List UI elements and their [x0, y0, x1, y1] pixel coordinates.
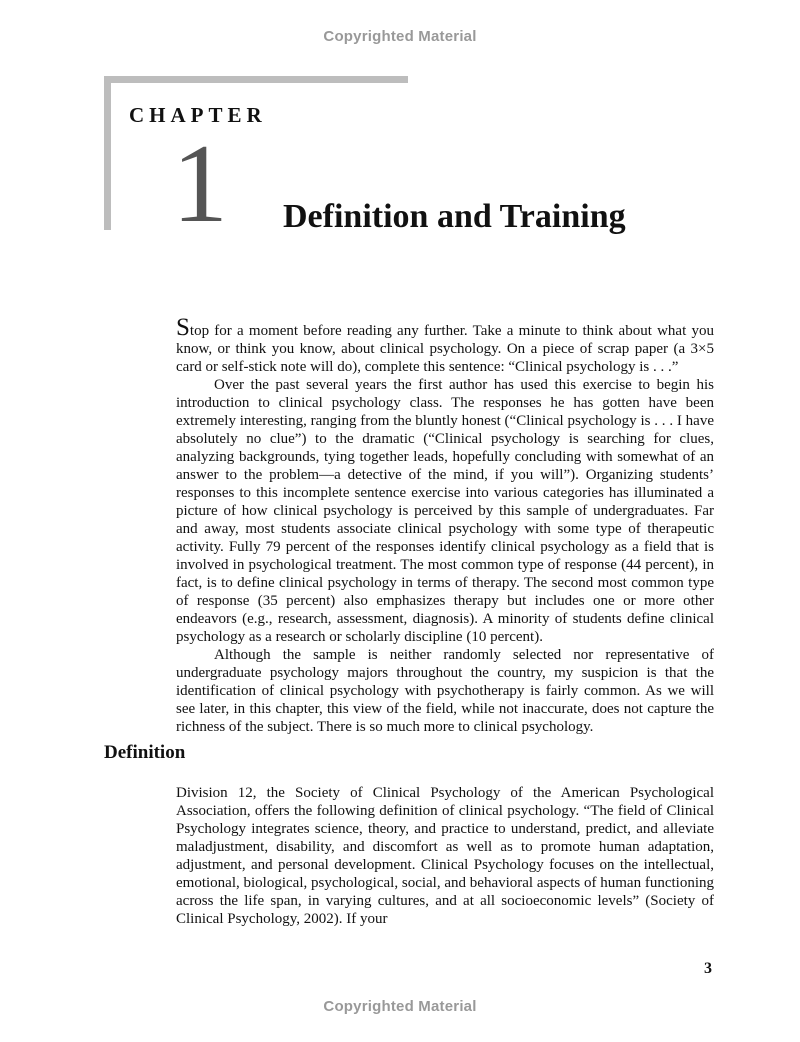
chapter-title: Definition and Training	[283, 198, 626, 235]
section-heading-definition: Definition	[104, 742, 186, 763]
intro-text	[176, 314, 714, 736]
drop-cap-letter: S	[176, 314, 190, 341]
copyright-watermark-bottom: Copyrighted Material	[323, 998, 477, 1015]
page-number: 3	[704, 960, 712, 977]
intro-paragraph-2: Over the past several years the first author has used this exercise to begin his introduction to clinical psychology class. The responses he has gotten have been extremely interesting, ranging from the bluntly honest (“Clinical psychology is . . . I have absolutely no clue”) to the dramatic (“Clinical psychology is searching for clues, analyzing backgrounds, tying together leads, hopefully concluding with somewhat of an answer to the problem—a detective of the mind, if you will”). Organizing students’ responses to this incomplete sentence exercise into various categories has illuminated a picture of how clinical psychology is perceived by this sample of undergraduates. Far and away, most students associate clinical psychology with some type of therapeutic activity. Fully 79 percent of the responses identify clinical psychology as a field that is involved in psychological treatment. The most common type of response (44 percent), in fact, is to define clinical psychology in terms of therapy. The second most common type of response (35 percent) also emphasizes therapy but includes one or more other endeavors (e.g., research, assessment, diagnosis). A minority of students define clinical psychology as a research or scholarly discipline (10 percent).	[176, 377, 714, 645]
chapter-bracket-left	[104, 76, 111, 230]
definition-text	[176, 784, 714, 928]
intro-paragraph-1-text: top for a moment before reading any further. Take a minute to think about what you know, or think you know, about clinical psychology. On a piece of scrap paper (a 3×5 card or self-stick note will do), complete this sentence: “Clinical psychology is . . .”	[176, 323, 714, 375]
chapter-label: CHAPTER	[129, 103, 267, 127]
copyright-watermark-top: Copyrighted Material	[323, 28, 477, 45]
intro-paragraph-1	[176, 314, 714, 376]
intro-paragraph-3: Although the sample is neither randomly selected nor representative of undergraduate psychology majors throughout the country, my suspicion is that the identification of clinical psychology with psychotherapy is fairly common. As we will see later, in this chapter, this view of the field, while not inaccurate, does not capture the richness of the subject. There is so much more to clinical psychology.	[176, 647, 714, 735]
chapter-number: 1	[172, 122, 228, 246]
chapter-bracket-top	[104, 76, 408, 83]
definition-paragraph-1: Division 12, the Society of Clinical Psychology of the American Psychological Association, offers the following definition of clinical psychology. “The field of Clinical Psychology integrates science, theory, and practice to understand, predict, and alleviate maladjustment, disability, and discomfort as well as to promote human adaptation, adjustment, and personal development. Clinical Psychology focuses on the intellectual, emotional, biological, psychological, social, and behavioral aspects of human functioning across the life span, in varying cultures, and at all socioeconomic levels” (Society of Clinical Psychology, 2002). If your	[176, 785, 714, 927]
